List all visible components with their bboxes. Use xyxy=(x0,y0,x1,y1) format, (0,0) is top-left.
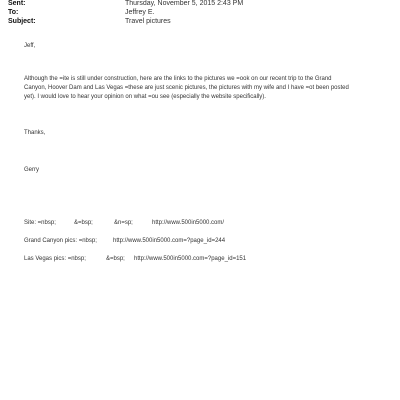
paragraph-line-2: Canyon, Hoover Dam and Las Vegas =these are just scenic pictures, the pictures with my wife and I have =ot been posted xyxy=(24,85,349,91)
to-label: To: xyxy=(8,9,19,16)
site-url-link[interactable]: http://www.500in5000.com/ xyxy=(152,220,225,226)
to-value: Jeffrey E. xyxy=(125,9,155,16)
paragraph-line-1: Although the =ite is still under construction, here are the links to the pictures we =ook on our recent trip to the Grand xyxy=(24,76,332,82)
grand-canyon-url-link[interactable]: http://www.500in5000.com=?page_id=244 xyxy=(113,238,226,244)
signature: Gerry xyxy=(24,167,39,173)
site-filler-1: &=bsp; xyxy=(74,220,93,226)
thanks-line: Thanks, xyxy=(24,130,46,136)
las-vegas-url-link[interactable]: http://www.500in5000.com=?page_id=151 xyxy=(134,256,247,262)
las-vegas-label: Las Vegas pics: =nbsp; xyxy=(24,256,86,262)
greeting: Jeff, xyxy=(24,43,36,49)
subject-label: Subject: xyxy=(8,18,36,25)
site-label: Site: =nbsp; xyxy=(24,220,56,226)
site-filler-2: &n=sp; xyxy=(114,220,133,226)
sent-label: Sent: xyxy=(8,0,26,7)
las-vegas-filler-1: &=bsp; xyxy=(106,256,125,262)
paragraph-line-3: yet). I would love to hear your opinion on what =ou see (especially the website specifically). xyxy=(24,94,266,100)
sent-value: Thursday, November 5, 2015 2:43 PM xyxy=(125,0,244,7)
subject-value: Travel pictures xyxy=(125,18,171,25)
grand-canyon-label: Grand Canyon pics: =nbsp; xyxy=(24,238,97,244)
